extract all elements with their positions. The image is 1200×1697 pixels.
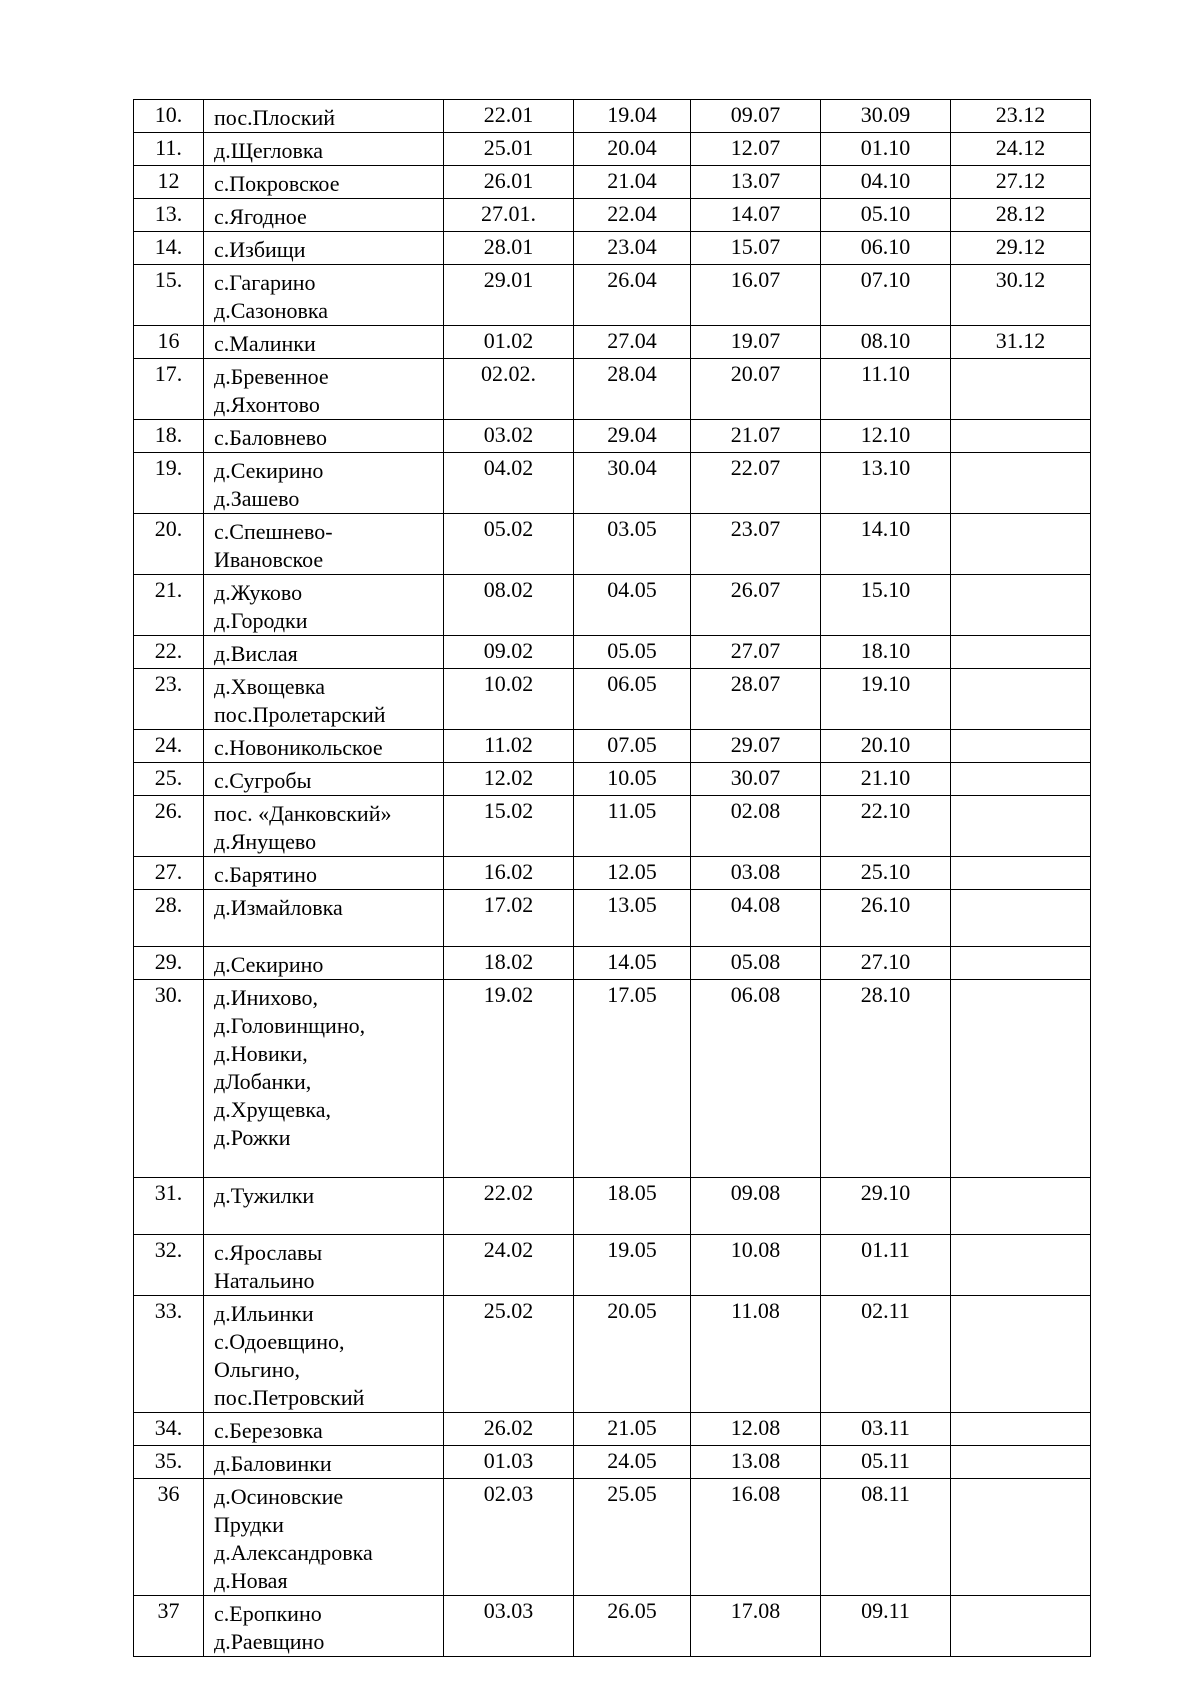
row-number: 32. <box>134 1235 204 1296</box>
settlement-cell <box>204 947 444 980</box>
row-number: 30. <box>134 980 204 1178</box>
settlement-name: д.Рожки <box>214 1125 291 1150</box>
table-row <box>134 857 1091 890</box>
date-cell: 30.04 <box>574 453 691 514</box>
settlement-cell <box>204 763 444 796</box>
date-cell: 22.07 <box>691 453 821 514</box>
table-row <box>134 265 1091 326</box>
date-cell: 29.01 <box>444 265 574 326</box>
settlement-name: д.Бревенное <box>214 364 329 389</box>
settlement-cell <box>204 1178 444 1235</box>
settlement-name: д.Яхонтово <box>214 392 320 417</box>
date-cell: 27.01. <box>444 199 574 232</box>
settlement-name: пос.Пролетарский <box>214 702 386 727</box>
settlement-name: д.Тужилки <box>214 1183 315 1208</box>
settlement-name: д.Ильинки <box>214 1301 314 1326</box>
table-row <box>134 359 1091 420</box>
schedule-table <box>133 99 1091 1657</box>
date-cell <box>951 1235 1091 1296</box>
date-cell: 16.08 <box>691 1479 821 1596</box>
date-cell: 03.05 <box>574 514 691 575</box>
settlement-name: с.Избищи <box>214 237 306 262</box>
date-cell: 13.08 <box>691 1446 821 1479</box>
date-cell: 14.05 <box>574 947 691 980</box>
settlement-name: д.Новая <box>214 1568 288 1593</box>
date-cell: 03.02 <box>444 420 574 453</box>
date-cell: 09.02 <box>444 636 574 669</box>
settlement-name: Прудки <box>214 1512 284 1537</box>
date-cell: 12.10 <box>821 420 951 453</box>
settlement-cell <box>204 359 444 420</box>
row-number: 29. <box>134 947 204 980</box>
row-number: 10. <box>134 100 204 133</box>
date-cell: 07.10 <box>821 265 951 326</box>
date-cell: 26.07 <box>691 575 821 636</box>
settlement-cell <box>204 100 444 133</box>
date-cell: 02.02. <box>444 359 574 420</box>
date-cell <box>951 796 1091 857</box>
table-row <box>134 796 1091 857</box>
settlement-name: с.Сугробы <box>214 768 312 793</box>
settlement-name: пос. «Данковский» <box>214 801 392 826</box>
date-cell: 24.02 <box>444 1235 574 1296</box>
date-cell <box>951 890 1091 947</box>
settlement-cell <box>204 265 444 326</box>
row-number: 25. <box>134 763 204 796</box>
date-cell: 26.05 <box>574 1596 691 1657</box>
settlement-name: д.Секирино <box>214 952 324 977</box>
date-cell: 13.05 <box>574 890 691 947</box>
settlement-cell <box>204 133 444 166</box>
date-cell <box>951 669 1091 730</box>
date-cell: 08.02 <box>444 575 574 636</box>
date-cell: 19.02 <box>444 980 574 1178</box>
settlement-cell <box>204 1479 444 1596</box>
date-cell: 25.05 <box>574 1479 691 1596</box>
table-row <box>134 199 1091 232</box>
settlement-name: с.Новоникольское <box>214 735 383 760</box>
table-row <box>134 232 1091 265</box>
settlement-name: д.Секирино <box>214 458 324 483</box>
settlement-name: д.Баловинки <box>214 1451 332 1476</box>
date-cell <box>951 1178 1091 1235</box>
date-cell: 01.11 <box>821 1235 951 1296</box>
row-number: 35. <box>134 1446 204 1479</box>
settlement-cell <box>204 669 444 730</box>
date-cell <box>951 730 1091 763</box>
date-cell: 01.03 <box>444 1446 574 1479</box>
settlement-cell <box>204 1235 444 1296</box>
date-cell: 14.07 <box>691 199 821 232</box>
table-row <box>134 730 1091 763</box>
date-cell: 29.07 <box>691 730 821 763</box>
date-cell: 22.10 <box>821 796 951 857</box>
row-number: 33. <box>134 1296 204 1413</box>
settlement-cell <box>204 166 444 199</box>
date-cell: 01.10 <box>821 133 951 166</box>
date-cell: 21.04 <box>574 166 691 199</box>
date-cell: 27.10 <box>821 947 951 980</box>
date-cell: 29.10 <box>821 1178 951 1235</box>
settlement-name: д.Измайловка <box>214 895 343 920</box>
row-number: 17. <box>134 359 204 420</box>
date-cell <box>951 514 1091 575</box>
date-cell: 27.07 <box>691 636 821 669</box>
row-number: 12 <box>134 166 204 199</box>
settlement-name: Ольгино, <box>214 1357 300 1382</box>
date-cell: 19.07 <box>691 326 821 359</box>
settlement-cell <box>204 232 444 265</box>
date-cell <box>951 1296 1091 1413</box>
date-cell <box>951 420 1091 453</box>
settlement-cell <box>204 730 444 763</box>
date-cell <box>951 763 1091 796</box>
date-cell: 15.10 <box>821 575 951 636</box>
settlement-name: д.Осиновские <box>214 1484 344 1509</box>
date-cell: 20.05 <box>574 1296 691 1413</box>
row-number: 26. <box>134 796 204 857</box>
date-cell <box>951 1479 1091 1596</box>
row-number: 27. <box>134 857 204 890</box>
table-row <box>134 947 1091 980</box>
date-cell: 14.10 <box>821 514 951 575</box>
row-number: 36 <box>134 1479 204 1596</box>
settlement-name: д.Инихово, <box>214 985 319 1010</box>
date-cell: 16.07 <box>691 265 821 326</box>
settlement-name: д.Янущево <box>214 829 317 854</box>
settlement-name: д.Зашево <box>214 486 300 511</box>
row-number: 24. <box>134 730 204 763</box>
settlement-name: д.Вислая <box>214 641 298 666</box>
date-cell: 21.05 <box>574 1413 691 1446</box>
table-row <box>134 326 1091 359</box>
date-cell: 09.11 <box>821 1596 951 1657</box>
settlement-cell <box>204 199 444 232</box>
row-number: 18. <box>134 420 204 453</box>
date-cell <box>951 947 1091 980</box>
table-row <box>134 1446 1091 1479</box>
date-cell: 04.02 <box>444 453 574 514</box>
row-number: 21. <box>134 575 204 636</box>
date-cell: 22.01 <box>444 100 574 133</box>
date-cell: 10.05 <box>574 763 691 796</box>
date-cell: 23.04 <box>574 232 691 265</box>
date-cell: 10.02 <box>444 669 574 730</box>
date-cell: 28.10 <box>821 980 951 1178</box>
date-cell: 30.12 <box>951 265 1091 326</box>
date-cell: 20.10 <box>821 730 951 763</box>
row-number: 20. <box>134 514 204 575</box>
row-number: 16 <box>134 326 204 359</box>
settlement-name: пос.Плоский <box>214 105 335 130</box>
settlement-cell <box>204 857 444 890</box>
settlement-name: с.Ягодное <box>214 204 307 229</box>
table-row <box>134 1296 1091 1413</box>
row-number: 34. <box>134 1413 204 1446</box>
settlement-name: д.Раевщино <box>214 1629 325 1654</box>
date-cell: 11.08 <box>691 1296 821 1413</box>
date-cell: 10.08 <box>691 1235 821 1296</box>
table-row <box>134 133 1091 166</box>
date-cell: 24.12 <box>951 133 1091 166</box>
settlement-name: с.Барятино <box>214 862 317 887</box>
date-cell: 19.10 <box>821 669 951 730</box>
date-cell: 30.07 <box>691 763 821 796</box>
row-number: 22. <box>134 636 204 669</box>
settlement-name: д.Городки <box>214 608 308 633</box>
settlement-name: д.Новики, <box>214 1041 308 1066</box>
settlement-cell <box>204 1446 444 1479</box>
date-cell: 19.05 <box>574 1235 691 1296</box>
table-row <box>134 166 1091 199</box>
table-row <box>134 636 1091 669</box>
date-cell: 21.10 <box>821 763 951 796</box>
table-row <box>134 669 1091 730</box>
table-row <box>134 1479 1091 1596</box>
settlement-name: д.Головинщино, <box>214 1013 366 1038</box>
schedule-body <box>134 100 1091 1657</box>
date-cell <box>951 636 1091 669</box>
date-cell: 06.05 <box>574 669 691 730</box>
table-row <box>134 1235 1091 1296</box>
date-cell: 18.05 <box>574 1178 691 1235</box>
date-cell: 21.07 <box>691 420 821 453</box>
date-cell: 23.12 <box>951 100 1091 133</box>
date-cell <box>951 1446 1091 1479</box>
date-cell: 31.12 <box>951 326 1091 359</box>
date-cell <box>951 1413 1091 1446</box>
settlement-cell <box>204 1413 444 1446</box>
settlement-name: с.Малинки <box>214 331 316 356</box>
date-cell: 26.10 <box>821 890 951 947</box>
date-cell: 25.01 <box>444 133 574 166</box>
settlement-cell <box>204 514 444 575</box>
date-cell: 03.03 <box>444 1596 574 1657</box>
row-number: 19. <box>134 453 204 514</box>
settlement-cell <box>204 890 444 947</box>
date-cell: 30.09 <box>821 100 951 133</box>
date-cell: 04.10 <box>821 166 951 199</box>
date-cell <box>951 359 1091 420</box>
date-cell: 23.07 <box>691 514 821 575</box>
date-cell: 12.07 <box>691 133 821 166</box>
date-cell: 05.08 <box>691 947 821 980</box>
date-cell: 25.10 <box>821 857 951 890</box>
settlement-name: д.Хрущевка, <box>214 1097 332 1122</box>
settlement-name: с.Гагарино <box>214 270 316 295</box>
date-cell <box>951 453 1091 514</box>
settlement-name: дЛобанки, <box>214 1069 312 1094</box>
date-cell: 24.05 <box>574 1446 691 1479</box>
date-cell: 28.07 <box>691 669 821 730</box>
date-cell: 28.12 <box>951 199 1091 232</box>
date-cell: 25.02 <box>444 1296 574 1413</box>
date-cell: 20.07 <box>691 359 821 420</box>
date-cell: 13.07 <box>691 166 821 199</box>
settlement-name: д.Жуково <box>214 580 303 605</box>
settlement-cell <box>204 636 444 669</box>
date-cell <box>951 575 1091 636</box>
date-cell: 17.05 <box>574 980 691 1178</box>
date-cell: 05.02 <box>444 514 574 575</box>
settlement-name: пос.Петровский <box>214 1385 365 1410</box>
table-row <box>134 575 1091 636</box>
date-cell: 26.01 <box>444 166 574 199</box>
table-row <box>134 1413 1091 1446</box>
settlement-name: Ивановское <box>214 547 324 572</box>
date-cell: 18.02 <box>444 947 574 980</box>
settlement-cell <box>204 1596 444 1657</box>
date-cell: 22.02 <box>444 1178 574 1235</box>
date-cell: 27.12 <box>951 166 1091 199</box>
settlement-name: с.Одоевщино, <box>214 1329 345 1354</box>
date-cell: 17.08 <box>691 1596 821 1657</box>
date-cell: 29.04 <box>574 420 691 453</box>
date-cell: 11.02 <box>444 730 574 763</box>
date-cell: 02.11 <box>821 1296 951 1413</box>
date-cell: 05.11 <box>821 1446 951 1479</box>
date-cell: 15.07 <box>691 232 821 265</box>
date-cell: 01.02 <box>444 326 574 359</box>
date-cell: 28.04 <box>574 359 691 420</box>
settlement-cell <box>204 420 444 453</box>
row-number: 11. <box>134 133 204 166</box>
table-row <box>134 1596 1091 1657</box>
date-cell: 04.08 <box>691 890 821 947</box>
date-cell: 13.10 <box>821 453 951 514</box>
date-cell: 06.08 <box>691 980 821 1178</box>
date-cell: 15.02 <box>444 796 574 857</box>
date-cell: 05.10 <box>821 199 951 232</box>
date-cell: 08.10 <box>821 326 951 359</box>
settlement-cell <box>204 980 444 1178</box>
table-row <box>134 420 1091 453</box>
settlement-name: с.Ярославы <box>214 1240 323 1265</box>
date-cell: 12.08 <box>691 1413 821 1446</box>
date-cell: 09.07 <box>691 100 821 133</box>
date-cell: 02.08 <box>691 796 821 857</box>
date-cell: 11.05 <box>574 796 691 857</box>
date-cell: 17.02 <box>444 890 574 947</box>
date-cell: 12.02 <box>444 763 574 796</box>
date-cell: 05.05 <box>574 636 691 669</box>
settlement-cell <box>204 326 444 359</box>
date-cell: 08.11 <box>821 1479 951 1596</box>
table-row <box>134 890 1091 947</box>
table-row <box>134 453 1091 514</box>
row-number: 14. <box>134 232 204 265</box>
date-cell: 03.08 <box>691 857 821 890</box>
date-cell <box>951 1596 1091 1657</box>
date-cell: 04.05 <box>574 575 691 636</box>
row-number: 23. <box>134 669 204 730</box>
row-number: 15. <box>134 265 204 326</box>
date-cell: 26.04 <box>574 265 691 326</box>
row-number: 37 <box>134 1596 204 1657</box>
settlement-name: с.Спешнево- <box>214 519 333 544</box>
settlement-name: д.Сазоновка <box>214 298 328 323</box>
date-cell: 20.04 <box>574 133 691 166</box>
row-number: 28. <box>134 890 204 947</box>
date-cell <box>951 980 1091 1178</box>
settlement-name: с.Березовка <box>214 1418 323 1443</box>
table-row <box>134 100 1091 133</box>
date-cell: 07.05 <box>574 730 691 763</box>
date-cell: 03.11 <box>821 1413 951 1446</box>
date-cell: 12.05 <box>574 857 691 890</box>
settlement-cell <box>204 575 444 636</box>
date-cell: 22.04 <box>574 199 691 232</box>
date-cell: 28.01 <box>444 232 574 265</box>
date-cell: 02.03 <box>444 1479 574 1596</box>
settlement-cell <box>204 1296 444 1413</box>
settlement-cell <box>204 453 444 514</box>
date-cell: 06.10 <box>821 232 951 265</box>
date-cell <box>951 857 1091 890</box>
date-cell: 29.12 <box>951 232 1091 265</box>
table-row <box>134 514 1091 575</box>
settlement-name: с.Покровское <box>214 171 340 196</box>
settlement-name: с.Баловнево <box>214 425 327 450</box>
row-number: 31. <box>134 1178 204 1235</box>
settlement-name: Натальино <box>214 1268 315 1293</box>
date-cell: 18.10 <box>821 636 951 669</box>
date-cell: 19.04 <box>574 100 691 133</box>
table-row <box>134 763 1091 796</box>
settlement-name: д.Хвощевка <box>214 674 326 699</box>
table-row <box>134 1178 1091 1235</box>
date-cell: 26.02 <box>444 1413 574 1446</box>
date-cell: 11.10 <box>821 359 951 420</box>
table-row <box>134 980 1091 1178</box>
date-cell: 09.08 <box>691 1178 821 1235</box>
date-cell: 27.04 <box>574 326 691 359</box>
row-number: 13. <box>134 199 204 232</box>
settlement-name: с.Еропкино <box>214 1601 322 1626</box>
date-cell: 16.02 <box>444 857 574 890</box>
settlement-name: д.Александровка <box>214 1540 373 1565</box>
settlement-cell <box>204 796 444 857</box>
settlement-name: д.Щегловка <box>214 138 324 163</box>
